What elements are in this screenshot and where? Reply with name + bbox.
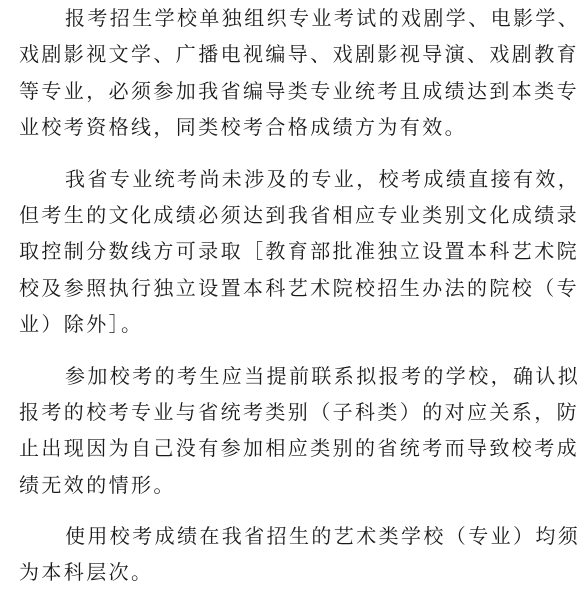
paragraph-line: 业）除外］。 <box>19 312 144 337</box>
paragraph-3 <box>19 358 580 504</box>
paragraph-4 <box>19 518 580 591</box>
paragraph-line: 取控制分数线方可录取［教育部批准独立设置本科艺术院 <box>19 239 579 264</box>
paragraph-line: 等专业，必须参加我省编导类专业统考且成绩达到本类专 <box>19 78 579 103</box>
paragraph-line: 校及参照执行独立设置本科艺术院校招生办法的院校（专 <box>19 275 579 300</box>
paragraph-2 <box>19 161 580 343</box>
paragraph-line: 报考的校考专业与省统考类别（子科类）的对应关系，防 <box>19 399 579 424</box>
paragraph-line: 使用校考成绩在我省招生的艺术类学校（专业）均须 <box>65 524 580 549</box>
document-body <box>19 0 580 591</box>
paragraph-line: 止出现因为自己没有参加相应类别的省统考而导致校考成 <box>19 436 579 461</box>
paragraph-1 <box>19 0 580 146</box>
paragraph-line: 参加校考的考生应当提前联系拟报考的学校，确认拟 <box>65 363 580 388</box>
paragraph-line: 业校考资格线，同类校考合格成绩方为有效。 <box>19 115 467 140</box>
paragraph-line: 我省专业统考尚未涉及的专业，校考成绩直接有效， <box>65 166 580 191</box>
paragraph-line: 绩无效的情形。 <box>19 472 176 497</box>
paragraph-line: 为本科层次。 <box>19 560 154 585</box>
paragraph-line: 但考生的文化成绩必须达到我省相应专业类别文化成绩录 <box>19 202 579 227</box>
paragraph-line: 戏剧影视文学、广播电视编导、戏剧影视导演、戏剧教育 <box>19 42 579 67</box>
paragraph-line: 报考招生学校单独组织专业考试的戏剧学、电影学、 <box>65 6 580 30</box>
